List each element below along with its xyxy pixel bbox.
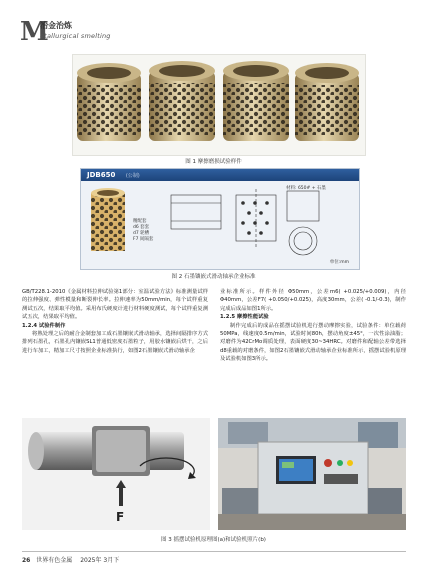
screen-widget [282, 462, 294, 468]
figure2-bushing-photo [91, 188, 125, 251]
right-paragraph-1: 业标准所示。样件外径 Φ50mm，公差m6( +0.025/+0.009)，内径 Φ40mm，公差F7( +0.050/+0.025)，高度30mm，公差( -0.1/-0.3)，制作完成后成品如图1所示。 [220, 289, 406, 312]
figure2-legend-item: 精配套 [133, 219, 147, 224]
bushings-illustration [73, 55, 365, 155]
test-head-unit [368, 488, 402, 514]
force-arrow-head [116, 480, 126, 488]
figure2-unit-note: 单位:mm [329, 260, 349, 265]
left-paragraph-2: 将熟处理之后的耐合金制套加工成石墨镶嵌式滑动轴承，选择间隔排序方式排列石墨孔，石墨孔内镶嵌SL1普通低密度石墨粒子，用胶水镶嵌后烘干，之后进行车加工，精加工尺寸按照企业标准执行，如图2石墨镶嵌式滑动轴承企 [22, 331, 208, 354]
bushing-4 [295, 63, 359, 141]
right-paragraph-2: 制作完成后的成品在摇摆试验机进行摆动摩擦实验，试验条件：单位载荷50MPa，线速度0.5m/min，试验时间80h，摆动角度±45°，一次性涂油脂；对磨件为42CrMo调质处理，表面硬度30~34HRC。对磨件和配轴公差带选择d8重载的对磨条件，如图2石墨镶嵌式滑动轴承企业标准所示，摇摆试验机原理及试验机如图3所示。 [220, 322, 406, 363]
side-unit [222, 488, 258, 514]
figure2-hole-pattern [241, 201, 269, 235]
bushing-1 [77, 63, 141, 141]
page-footer [22, 555, 119, 564]
figure3-caption: 图 3 摇摆试验机原理图(a)和试验机照片(b) [161, 537, 266, 543]
section-heading-1-2-5: 1.2.5 摩擦性能试验 [220, 314, 269, 321]
bearing-sleeve [96, 430, 146, 472]
shaft-end [28, 432, 44, 470]
figure2-legend-item: d6 套套 [133, 225, 150, 230]
footer-divider [22, 551, 406, 552]
switch-panel [324, 474, 358, 484]
figure2-subtitle: (公制) [125, 173, 140, 179]
figure2-drawing-svg [81, 181, 359, 269]
left-text-column [22, 288, 208, 355]
bushing-2 [149, 61, 215, 141]
background-window [228, 422, 268, 444]
figure1-caption: 图 1 摩擦磨损试验样件 [185, 159, 242, 165]
left-paragraph-1: GB/T228.1-2010《金属材料拉伸试验第1部分：室温试验方法》标准测量试样的拉伸强度、弹性模量和断裂伸长率。拉伸速率为50mm/min，每个试样重复测试五次，结果取平均值。采用布氏硬度计进行材料硬度测试，每个试样重复测试五次，结果取平均值。 [22, 289, 208, 321]
right-text-column [220, 288, 406, 364]
section-heading-1-2-4: 1.2.4 试验件制作 [22, 322, 66, 329]
indicator-light [347, 460, 353, 466]
journal-title-en: etallurgical smelting [40, 32, 111, 40]
figure2-title-label: JDB650 [87, 171, 116, 179]
footer-journal: 世界有色金属 [36, 557, 73, 564]
bushing-3 [223, 61, 289, 141]
figure3b-machine-photo [218, 418, 406, 530]
footer-issue: 2025年 3月下 [80, 557, 120, 564]
journal-header [20, 18, 410, 46]
figure2-technical-drawing [171, 189, 319, 255]
figure3a-principle-diagram [22, 418, 210, 530]
figure2-material-note: 材料: 650# + 石墨 [286, 186, 326, 191]
figure2-caption: 图 2 石墨镶嵌式滑动轴承企业标准 [171, 274, 256, 280]
figure2-legend-item: F7 间隔套 [133, 237, 154, 242]
force-label: F [116, 510, 125, 524]
figure2-title-bar [81, 169, 359, 181]
journal-title-cn: 冶金治炼 [40, 21, 72, 30]
rotation-arrow-head [188, 472, 196, 479]
floor [218, 514, 406, 530]
figure2-standard-drawing [80, 168, 360, 270]
figure2-legend [133, 219, 153, 243]
figure3b-svg [218, 418, 406, 530]
emergency-stop-button [324, 459, 332, 467]
start-button [337, 460, 343, 466]
journal-logo-letter: M [20, 17, 49, 47]
figure2-legend-item: d7 轮槽 [133, 231, 150, 236]
force-arrow-shaft [119, 488, 123, 506]
page-number: 26 [22, 557, 31, 564]
figure1-bushings-photo [72, 54, 366, 156]
